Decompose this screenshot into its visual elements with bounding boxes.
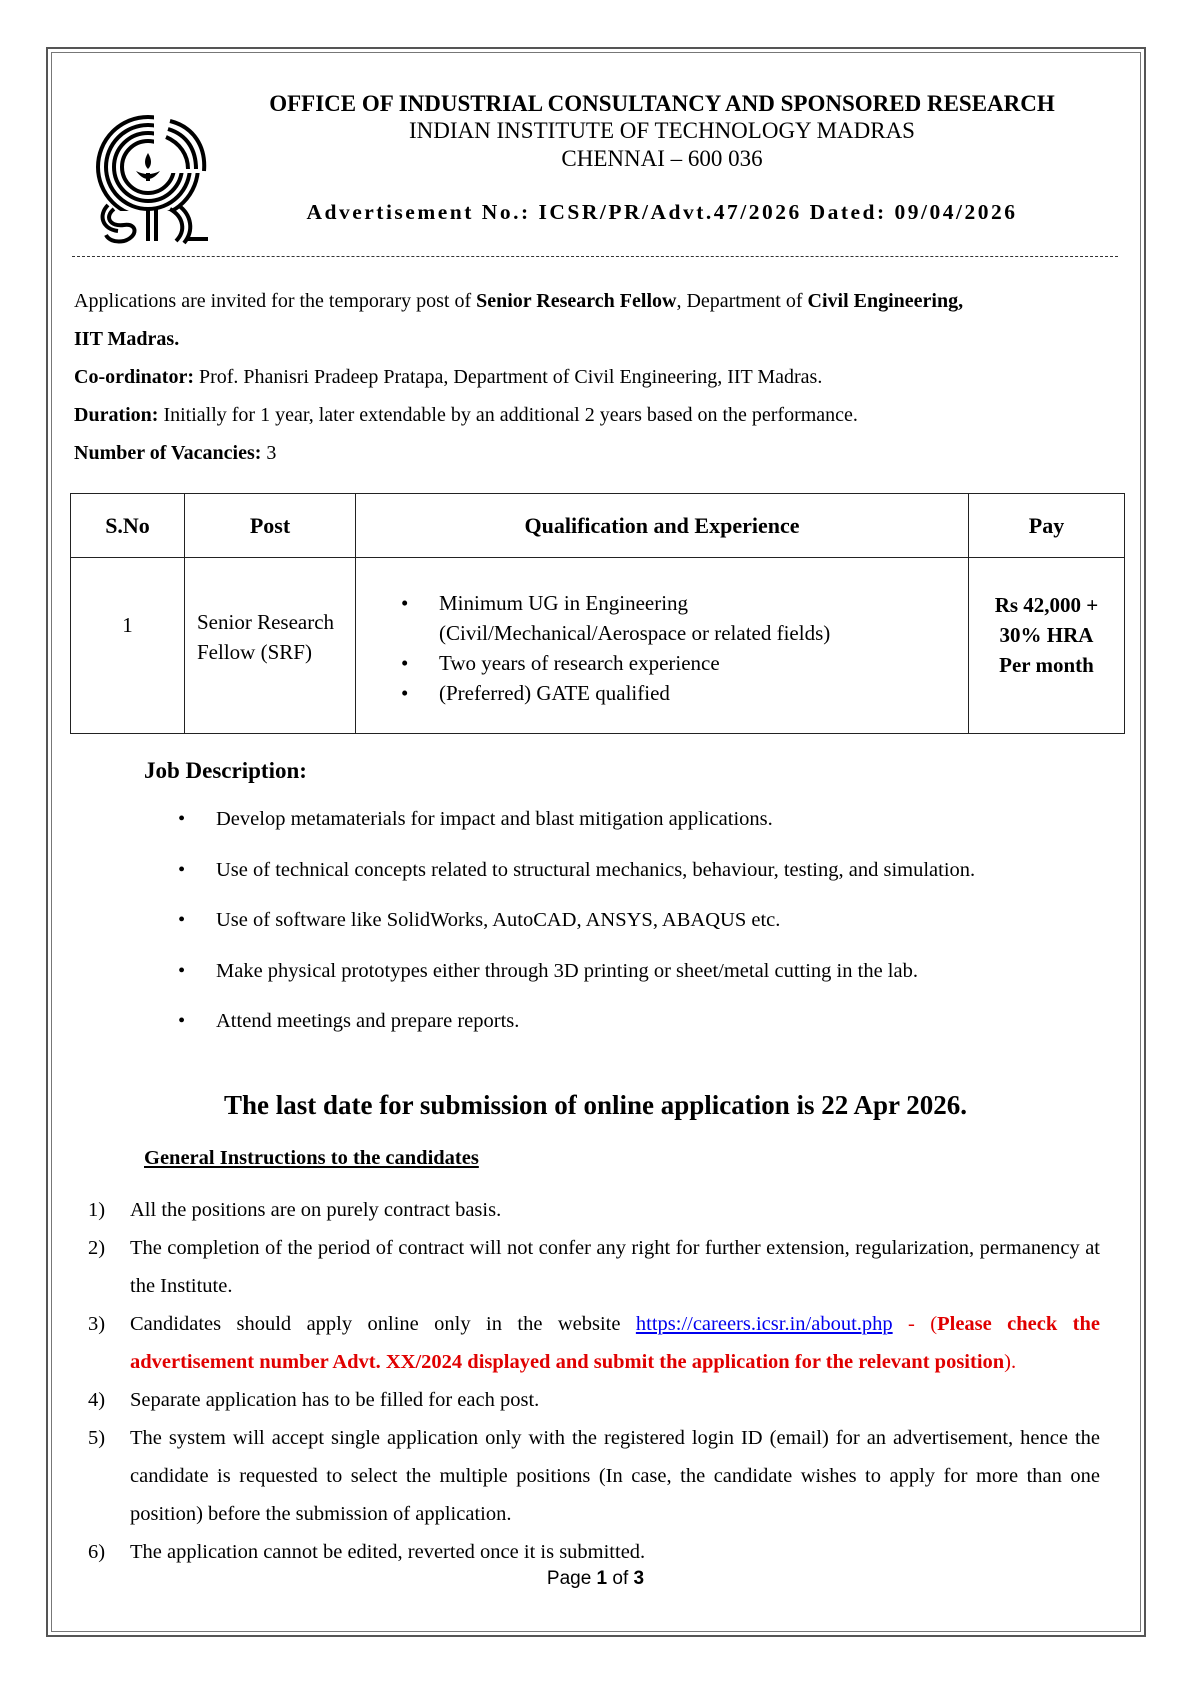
qual-item: • Two years of research experience <box>356 648 968 678</box>
cell-qualification <box>356 558 969 734</box>
pay-line1: Rs 42,000 + <box>994 593 1099 617</box>
bullet-icon: • <box>178 959 186 982</box>
cell-post <box>185 558 356 734</box>
coordinator-line <box>74 358 1114 396</box>
red-notice: Please check the advertisement number Advt. XX/2024 displayed and submit the application for the relevant position <box>130 1313 1100 1373</box>
qual-item-continued: (Civil/Mechanical/Aerospace or related fields) <box>439 621 831 645</box>
instruction-item: 5) The system will accept single application only with the registered login ID (email) for an advertisement, hence the candidate is requested to select the multiple positions (In case, the candidate wishes to apply for more than one position) before the submission of application. <box>88 1427 1100 1525</box>
dashed-divider <box>72 256 1118 257</box>
instruction-item: 1) All the positions are on purely contract basis. <box>88 1199 502 1221</box>
vacancies-line <box>74 434 1114 472</box>
advertisement-number: Advertisement No.: ICSR/PR/Advt.47/2026 Dated: 09/04/2026 <box>306 200 1018 224</box>
instruction-item: 3) Candidates should apply online only in the website https://careers.icsr.in/about.php - (Please check the advertisement number Advt. XX/2024 displayed and submit the application for the relevant position). <box>88 1313 1100 1373</box>
bullet-icon: • <box>178 909 186 931</box>
header-city: CHENNAI – 600 036 <box>561 146 763 171</box>
instruction-item: 6) The application cannot be edited, reverted once it is submitted. <box>88 1541 646 1563</box>
duration-line <box>74 396 1114 434</box>
icsr-logo <box>84 113 212 246</box>
table-header-row <box>71 494 1125 558</box>
list-item: • Attend meetings and prepare reports. <box>178 1010 520 1032</box>
intro-paragraph <box>74 282 1114 358</box>
cell-pay <box>969 558 1125 734</box>
post-table <box>70 493 1125 734</box>
intro-text-a: Applications are invited for the temporary post of <box>74 290 477 312</box>
last-date-notice: The last date for submission of online application is 22 Apr 2026. <box>223 1090 968 1120</box>
header-sno: S.No <box>71 494 185 558</box>
qual-item: • (Preferred) GATE qualified <box>356 678 968 708</box>
header-post: Post <box>185 494 356 558</box>
intro-post-name: Senior Research Fellow <box>476 290 677 312</box>
pay-line3: Per month <box>999 653 1094 677</box>
header-institute-name: INDIAN INSTITUTE OF TECHNOLOGY MADRAS <box>409 118 915 143</box>
bullet-icon: • <box>401 681 409 705</box>
general-instructions-title: General Instructions to the candidates <box>144 1147 479 1169</box>
instructions-list <box>88 1191 1100 1571</box>
job-description-title: Job Description: <box>144 758 307 783</box>
list-item: • Use of software like SolidWorks, AutoCAD, ANSYS, ABAQUS etc. <box>178 909 781 931</box>
intro-text-b: , Department of <box>676 290 808 312</box>
list-item: • Develop metamaterials for impact and blast mitigation applications. <box>178 808 773 830</box>
vacancies-label: Number of Vacancies: <box>74 442 262 464</box>
header-office-name: OFFICE OF INDUSTRIAL CONSULTANCY AND SPONSORED RESEARCH <box>269 91 1055 116</box>
careers-website-link[interactable]: https://careers.icsr.in/about.php <box>635 1313 893 1335</box>
coordinator-label: Co-ordinator: <box>74 366 194 388</box>
pay-line2: 30% HRA <box>999 623 1094 647</box>
list-item: • Make physical prototypes either through 3D printing or sheet/metal cutting in the lab. <box>178 959 918 982</box>
instruction-item: 4) Separate application has to be filled for each post. <box>88 1389 540 1411</box>
bullet-icon: • <box>401 651 409 675</box>
vacancies-value: 3 <box>261 442 277 464</box>
bullet-icon: • <box>401 591 409 615</box>
header-qualification: Qualification and Experience <box>356 494 969 558</box>
bullet-icon: • <box>178 1010 186 1032</box>
duration-label: Duration: <box>74 404 159 426</box>
job-description-list <box>178 808 1078 1061</box>
cell-sno: 1 <box>71 558 185 734</box>
coordinator-value: Prof. Phanisri Pradeep Pratapa, Department of Civil Engineering, IIT Madras. <box>193 366 823 388</box>
intro-institute: IIT Madras. <box>74 328 180 350</box>
post-line2: Fellow (SRF) <box>197 640 312 664</box>
list-item: • Use of technical concepts related to structural mechanics, behaviour, testing, and simulation. <box>178 858 976 881</box>
intro-department: Civil Engineering, <box>807 290 964 312</box>
bullet-icon: • <box>178 808 186 830</box>
page-number: Page 1 of 3 <box>546 1568 645 1589</box>
bullet-icon: • <box>178 858 186 881</box>
header-pay: Pay <box>969 494 1125 558</box>
duration-value: Initially for 1 year, later extendable by an additional 2 years based on the performance. <box>158 404 858 426</box>
instruction-item: 2) The completion of the period of contract will not confer any right for further extension, regularization, permanency at the Institute. <box>88 1237 1100 1297</box>
post-line1: Senior Research <box>197 610 335 634</box>
qual-item: • Minimum UG in Engineering <box>356 588 968 618</box>
table-row <box>71 558 1125 734</box>
